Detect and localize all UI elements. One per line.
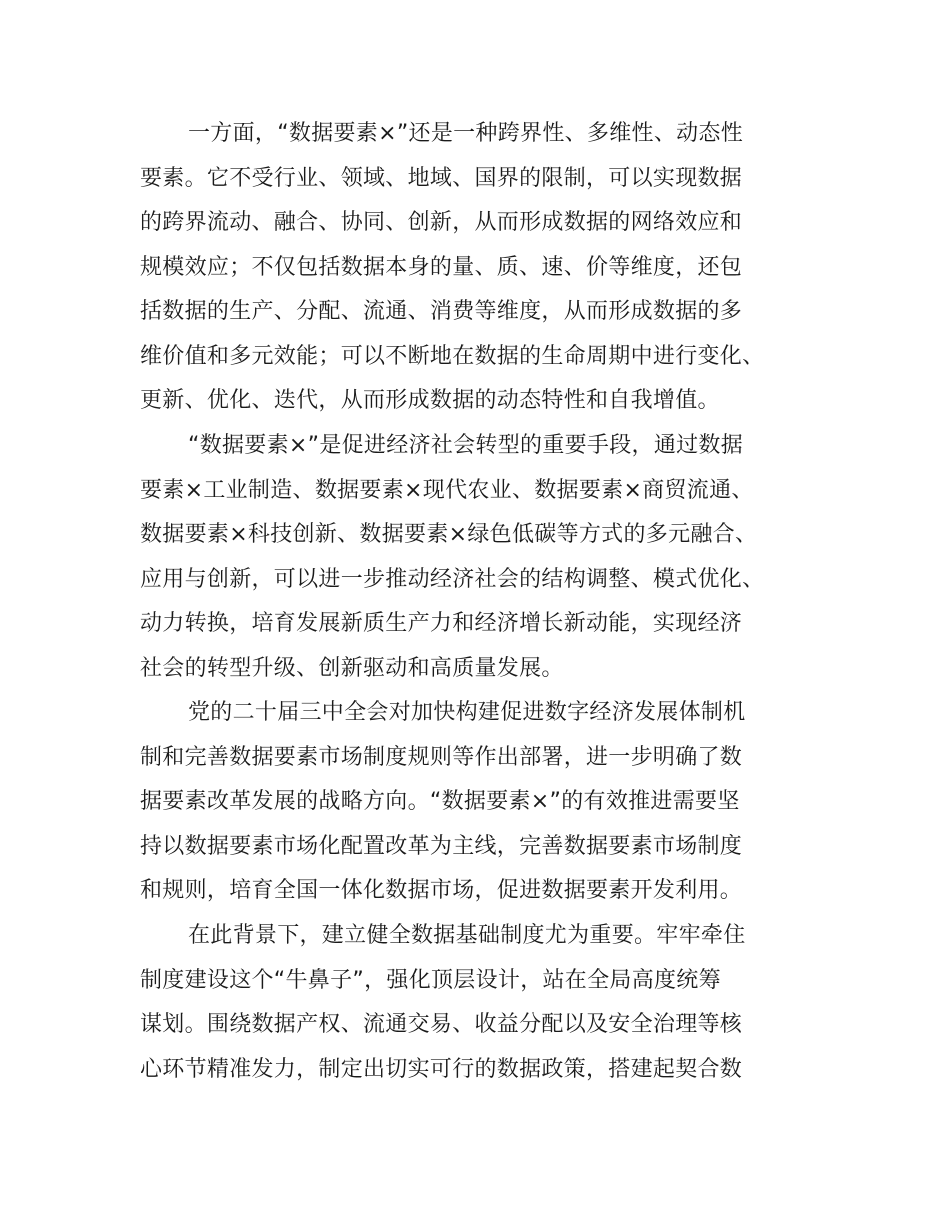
paragraph-line: 据要素改革发展的战略方向。“数据要素×”的有效推进需要坚: [140, 789, 740, 814]
paragraph-line: 心环节精准发力，制定出切实可行的数据政策，搭建起契合数: [140, 1056, 743, 1082]
paragraph-line: 谋划。围绕数据产权、流通交易、收益分配以及安全治理等核: [140, 1012, 743, 1037]
paragraph-line: 党的二十届三中全会对加快构建促进数字经济发展体制机: [188, 700, 746, 725]
paragraph-line: 数据要素×科技创新、数据要素×绿色低碳等方式的多元融合、: [140, 522, 758, 547]
paragraph-line: 持以数据要素市场化配置改革为主线，完善数据要素市场制度: [140, 833, 743, 859]
paragraph-line: 社会的转型升级、创新驱动和高质量发展。: [140, 655, 564, 681]
paragraph-line: 和规则，培育全国一体化数据市场，促进数据要素开发利用。: [140, 878, 743, 903]
paragraph-line: 制度建设这个“牛鼻子”，强化顶层设计，站在全局高度统筹: [140, 967, 721, 993]
paragraph-line: “数据要素×”是促进经济社会转型的重要手段，通过数据: [188, 433, 744, 458]
paragraph-line: 要素×工业制造、数据要素×现代农业、数据要素×商贸流通、: [140, 477, 754, 503]
paragraph-line: 的跨界流动、融合、协同、创新，从而形成数据的网络效应和: [140, 210, 743, 235]
paragraph-line: 一方面，“数据要素×”还是一种跨界性、多维性、动态性: [188, 121, 744, 146]
paragraph-line: 要素。它不受行业、领域、地域、国界的限制，可以实现数据: [140, 165, 743, 191]
paragraph-line: 括数据的生产、分配、流通、消费等维度，从而形成数据的多: [140, 299, 743, 324]
paragraph-line: 制和完善数据要素市场制度规则等作出部署，进一步明确了数: [140, 744, 743, 770]
paragraph-line: 维价值和多元效能；可以不断地在数据的生命周期中进行变化、: [140, 343, 765, 369]
paragraph-line: 更新、优化、迭代，从而形成数据的动态特性和自我增值。: [140, 388, 720, 413]
paragraph-2: [140, 424, 820, 691]
paragraph-line: 规模效应；不仅包括数据本身的量、质、速、价等维度，还包: [140, 254, 743, 280]
paragraph-line: 在此背景下，建立健全数据基础制度尤为重要。牢牢牵住: [188, 923, 746, 948]
paragraph-line: 应用与创新，可以进一步推动经济社会的结构调整、模式优化、: [140, 566, 765, 592]
paragraph-line: 动力转换，培育发展新质生产力和经济增长新动能，实现经济: [140, 611, 743, 636]
paragraph-1: [140, 112, 820, 424]
paragraph-4: [140, 914, 820, 1092]
paragraph-3: [140, 691, 820, 914]
